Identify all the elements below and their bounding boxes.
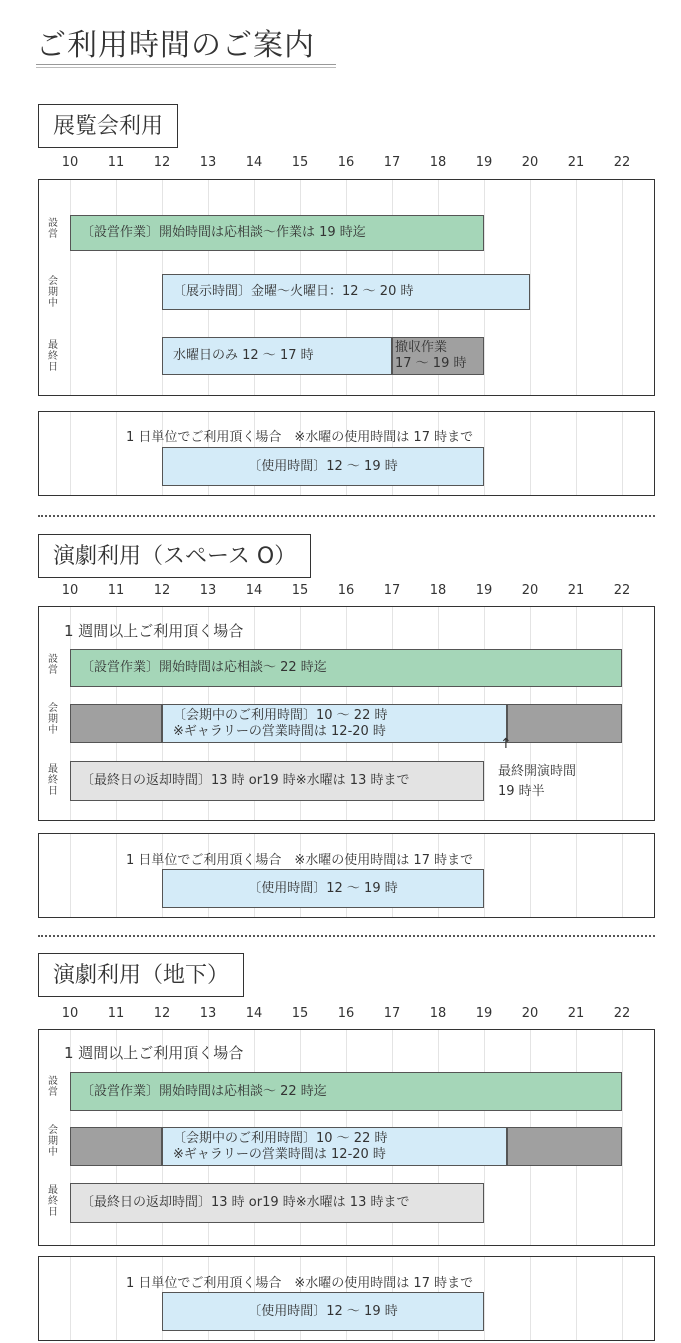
setup-bar: [70, 215, 484, 251]
last-day-return-text: 〔最終日の返却時間〕13 時 or19 時※水曜は 13 時まで: [81, 1195, 410, 1210]
hour-tick-label: 21: [567, 1006, 585, 1021]
hour-tick-label: 10: [61, 1006, 79, 1021]
hour-tick-label: 16: [337, 1006, 355, 1021]
hour-tick-label: 22: [613, 1006, 631, 1021]
hour-tick-label: 17: [383, 155, 401, 170]
closed-hours-bar: [70, 704, 162, 743]
section-label-exhibition: 展覧会利用: [38, 104, 178, 148]
title-underline-2: [36, 67, 336, 68]
row-label-last-day: 最終日: [48, 764, 58, 797]
setup-bar: [70, 1072, 622, 1111]
setup-bar-text: 〔設営作業〕開始時間は応相談〜 22 時迄: [81, 1083, 327, 1099]
row-label-last-day: 最終日: [48, 340, 58, 373]
hour-tick-label: 16: [337, 583, 355, 598]
hour-tick-label: 21: [567, 155, 585, 170]
row-label-period: 会期中: [48, 276, 58, 309]
setup-bar-text: 〔設営作業〕開始時間は応相談〜作業は 19 時迄: [81, 225, 366, 240]
teardown-hours: 17 〜 19 時: [395, 356, 467, 371]
section-divider: [38, 935, 655, 937]
day-use-note: 1 日単位でご利用頂く場合 ※水曜の使用時間は 17 時まで: [126, 430, 474, 445]
week-note: 1 週間以上ご利用頂く場合: [64, 1044, 244, 1062]
hour-tick-label: 11: [107, 155, 125, 170]
hour-tick-label: 10: [61, 155, 79, 170]
section-label-theater-space-o: 演劇利用（スペース O）: [38, 534, 311, 578]
hour-tick-label: 15: [291, 583, 309, 598]
hour-tick-label: 15: [291, 1006, 309, 1021]
day-use-bar: [162, 447, 484, 486]
period-hours-bar: [162, 704, 507, 743]
day-use-note: 1 日単位でご利用頂く場合 ※水曜の使用時間は 17 時まで: [126, 1276, 474, 1291]
day-use-bar: [162, 869, 484, 908]
exhibition-hours-text: 〔展示時間〕金曜〜火曜日：12 〜 20 時: [173, 284, 414, 299]
setup-bar-text: 〔設営作業〕開始時間は応相談〜 22 時迄: [81, 660, 327, 675]
after-hours-bar: [507, 704, 622, 743]
hour-tick-label: 20: [521, 155, 539, 170]
hour-tick-label: 13: [199, 583, 217, 598]
hour-tick-label: 18: [429, 1006, 447, 1021]
last-day-return-bar: [70, 761, 484, 801]
hour-tick-label: 15: [291, 155, 309, 170]
row-label-setup: 設営: [48, 1076, 58, 1098]
week-note: 1 週間以上ご利用頂く場合: [64, 622, 244, 640]
hour-tick-label: 14: [245, 583, 263, 598]
hour-tick-label: 14: [245, 1006, 263, 1021]
day-use-bar-text: 〔使用時間〕12 〜 19 時: [248, 880, 398, 896]
hour-tick-label: 20: [521, 583, 539, 598]
gallery-hours-note: ※ギャラリーの営業時間は 12-20 時: [173, 723, 386, 739]
hour-tick-label: 11: [107, 1006, 125, 1021]
section-label-theater-basement: 演劇利用（地下）: [38, 953, 244, 997]
closed-hours-bar: [70, 1127, 162, 1166]
last-day-return-bar: [70, 1183, 484, 1223]
last-day-text: 水曜日のみ 12 〜 17 時: [173, 348, 314, 363]
row-label-period: 会期中: [48, 703, 58, 736]
final-show-time: 19 時半: [498, 784, 545, 799]
hour-tick-label: 22: [613, 583, 631, 598]
row-label-setup: 設営: [48, 218, 58, 240]
after-hours-bar: [507, 1127, 622, 1166]
page-title: ご利用時間のご案内: [36, 28, 315, 63]
row-label-last-day: 最終日: [48, 1185, 58, 1218]
final-show-note: [498, 762, 576, 802]
title-underline: [36, 64, 336, 65]
gallery-hours-note: ※ギャラリーの営業時間は 12-20 時: [173, 1146, 386, 1162]
hour-tick-label: 11: [107, 583, 125, 598]
day-use-bar: [162, 1292, 484, 1331]
period-hours-bar: [162, 1127, 507, 1166]
hour-tick-label: 21: [567, 583, 585, 598]
hour-tick-label: 22: [613, 155, 631, 170]
hour-tick-label: 10: [61, 583, 79, 598]
period-hours-text: 〔会期中のご利用時間〕10 〜 22 時: [173, 707, 388, 723]
hour-tick-label: 13: [199, 1006, 217, 1021]
hour-tick-label: 20: [521, 1006, 539, 1021]
hour-tick-label: 16: [337, 155, 355, 170]
last-day-bar: [162, 337, 392, 375]
hour-tick-label: 18: [429, 583, 447, 598]
hour-tick-label: 19: [475, 583, 493, 598]
hour-tick-label: 14: [245, 155, 263, 170]
hour-tick-label: 17: [383, 1006, 401, 1021]
day-use-bar-text: 〔使用時間〕12 〜 19 時: [248, 458, 398, 474]
row-label-setup: 設営: [48, 654, 58, 676]
hour-tick-label: 12: [153, 1006, 171, 1021]
hour-tick-label: 19: [475, 1006, 493, 1021]
exhibition-hours-bar: [162, 274, 530, 310]
hour-tick-label: 18: [429, 155, 447, 170]
up-arrow-icon: ↑: [500, 736, 512, 752]
day-use-bar-text: 〔使用時間〕12 〜 19 時: [248, 1303, 398, 1319]
hour-tick-label: 17: [383, 583, 401, 598]
row-label-period: 会期中: [48, 1125, 58, 1158]
setup-bar: [70, 649, 622, 687]
teardown-label: 撤収作業: [395, 340, 448, 355]
day-use-note: 1 日単位でご利用頂く場合 ※水曜の使用時間は 17 時まで: [126, 853, 474, 868]
hour-tick-label: 12: [153, 155, 171, 170]
final-show-label: 最終開演時間: [498, 764, 577, 779]
section-divider: [38, 515, 655, 517]
hour-tick-label: 13: [199, 155, 217, 170]
teardown-bar: [392, 337, 484, 375]
hour-tick-label: 19: [475, 155, 493, 170]
period-hours-text: 〔会期中のご利用時間〕10 〜 22 時: [173, 1130, 388, 1146]
hour-tick-label: 12: [153, 583, 171, 598]
last-day-return-text: 〔最終日の返却時間〕13 時 or19 時※水曜は 13 時まで: [81, 773, 410, 788]
